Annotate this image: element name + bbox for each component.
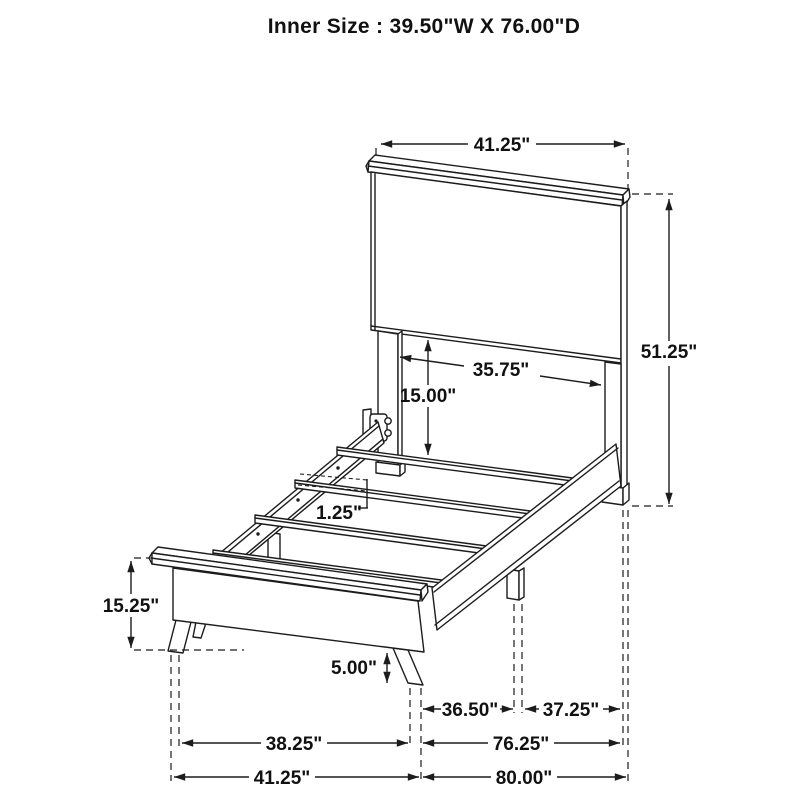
headboard-panel <box>371 172 621 363</box>
dimension-label: 37.25" <box>542 700 600 721</box>
headboard-right-side <box>621 201 627 502</box>
dimension-footboard-width <box>174 768 419 789</box>
dimension-label: 76.25" <box>492 734 550 755</box>
dimension-label: 51.25" <box>640 342 698 363</box>
dimension-headboard-inner-width <box>400 357 601 385</box>
footboard-right-leg <box>393 648 423 685</box>
dimension-label: 41.25" <box>473 135 531 156</box>
dimension-rail-length <box>423 734 620 755</box>
headboard-left-post-foot <box>376 462 400 476</box>
bolt-dot <box>336 466 339 469</box>
page-title: Inner Size : 39.50"W X 76.00"D <box>267 15 581 38</box>
footboard <box>149 547 428 685</box>
dimension-label: 5.00" <box>331 658 377 679</box>
dimension-headboard-height <box>632 194 697 506</box>
left-rail-ledge-line <box>210 426 379 567</box>
rail-bracket-hook-bottom <box>385 430 391 436</box>
slat <box>255 515 494 555</box>
dimension-overall-length <box>423 768 626 789</box>
dimension-headboard-post-height <box>400 340 457 455</box>
right-rail-center-leg-side <box>519 568 524 600</box>
dimension-label: 15.25" <box>102 596 160 617</box>
dimension-label: 80.00" <box>495 768 553 789</box>
slat-edge <box>255 518 494 550</box>
slat <box>337 447 580 487</box>
dimension-label: 1.25" <box>316 503 362 524</box>
dimension-label: 15.00" <box>399 386 457 407</box>
slat-edge <box>337 450 580 482</box>
dimension-foot-leg-height <box>331 653 387 683</box>
bolt-dot <box>256 532 259 535</box>
dimension-label: 38.25" <box>265 734 323 755</box>
bed-illustration <box>149 155 630 685</box>
headboard-left-post <box>378 331 398 467</box>
dimension-label: 41.25" <box>253 768 311 789</box>
rail-bracket-hook-top <box>385 418 391 424</box>
bolt-dot <box>296 498 299 501</box>
dimension-label: 35.75" <box>472 360 530 381</box>
dimension-label: 36.50" <box>441 700 499 721</box>
headboard <box>363 155 630 505</box>
footboard-left-leg <box>168 620 191 653</box>
